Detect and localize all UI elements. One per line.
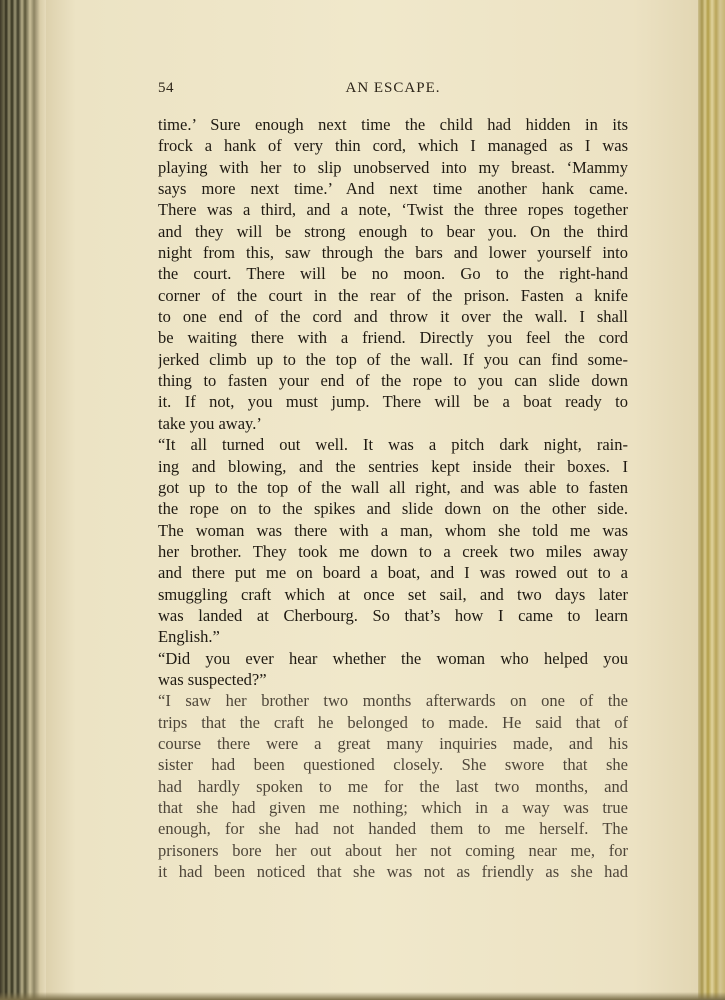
book-binding bbox=[0, 0, 46, 1000]
bottom-shadow bbox=[0, 992, 725, 1000]
text-line: to one end of the cord and throw it over the wall. I shall bbox=[158, 307, 628, 327]
text-line: the court. There will be no moon. Go to the right-hand bbox=[158, 264, 628, 284]
running-head: AN ESCAPE. bbox=[345, 80, 441, 96]
page-edges bbox=[698, 0, 725, 1000]
text-line: enough, for she had not handed them to me herself. The bbox=[158, 819, 628, 839]
text-line: time.’ Sure enough next time the child had hidden in its bbox=[158, 115, 628, 134]
text-line: had hardly spoken to me for the last two months, and bbox=[158, 776, 628, 796]
text-line: English.” bbox=[158, 627, 220, 647]
text-line: got up to the top of the wall all right, and was able to fasten bbox=[158, 477, 628, 497]
text-line: prisoners bore her out about her not coming near me, for bbox=[158, 840, 628, 860]
text-line: corner of the court in the rear of the prison. Fasten a knife bbox=[158, 285, 628, 305]
text-line: ing and blowing, and the sentries kept inside their boxes. I bbox=[158, 456, 628, 476]
text-line: and they will be strong enough to bear you. On the third bbox=[158, 221, 628, 241]
text-line: the rope on to the spikes and slide down on the other side. bbox=[158, 499, 628, 519]
page-number: 54 bbox=[158, 80, 174, 96]
text-line: thing to fasten your end of the rope to you can slide down bbox=[158, 371, 628, 391]
text-line: sister had been questioned closely. She swore that she bbox=[158, 755, 628, 775]
text-line: was suspected?” bbox=[158, 669, 267, 689]
text-line: it had been noticed that she was not as friendly as she had bbox=[158, 862, 628, 882]
text-line: was landed at Cherbourg. So that’s how I came to learn bbox=[158, 605, 628, 625]
text-line: says more next time.’ And next time another hank came. bbox=[158, 179, 628, 199]
text-line: The woman was there with a man, whom she told me was bbox=[158, 520, 628, 540]
text-line: that she had given me nothing; which in a way was true bbox=[158, 798, 628, 817]
text-line: “Did you ever hear whether the woman who helped you bbox=[158, 648, 628, 668]
text-line: frock a hank of very thin cord, which I managed as I was bbox=[158, 136, 628, 156]
text-line: her brother. They took me down to a creek two miles away bbox=[158, 541, 628, 561]
text-line: take you away.’ bbox=[158, 413, 262, 433]
text-line: smuggling craft which at once set sail, and two days later bbox=[158, 584, 628, 604]
text-line: playing with her to slip unobserved into my breast. ‘Mammy bbox=[158, 157, 628, 177]
body-text bbox=[158, 114, 628, 882]
text-line: be waiting there with a friend. Directly you feel the cord bbox=[158, 328, 628, 348]
text-line: “I saw her brother two months afterwards on one of the bbox=[158, 691, 628, 711]
text-line: There was a third, and a note, ‘Twist the three ropes together bbox=[158, 200, 628, 220]
text-line: and there put me on board a boat, and I was rowed out to a bbox=[158, 563, 628, 583]
text-line: “It all turned out well. It was a pitch dark night, rain- bbox=[158, 435, 628, 455]
text-line: trips that the craft he belonged to made. He said that of bbox=[158, 712, 628, 732]
text-line: course there were a great many inquiries made, and his bbox=[158, 733, 628, 753]
text-line: jerked climb up to the top of the wall. If you can find some- bbox=[158, 349, 628, 369]
page-header bbox=[158, 80, 628, 102]
text-line: it. If not, you must jump. There will be a boat ready to bbox=[158, 392, 628, 412]
text-line: night from this, saw through the bars and lower yourself into bbox=[158, 243, 628, 263]
